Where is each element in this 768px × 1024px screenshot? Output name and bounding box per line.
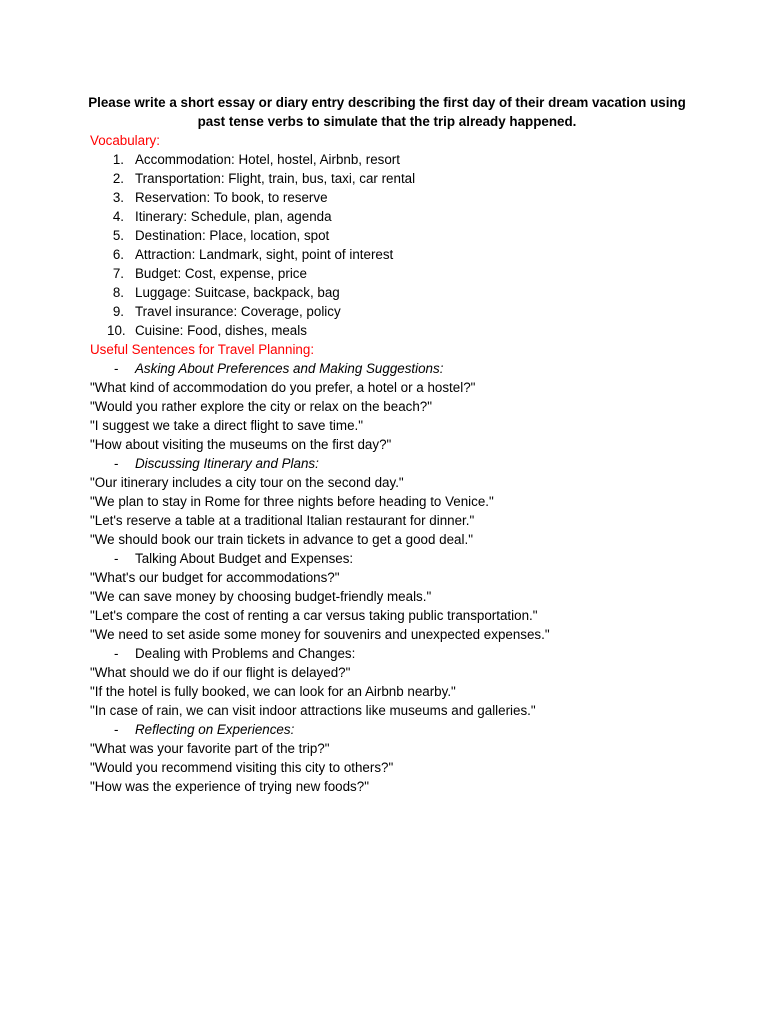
example-sentence: "What's our budget for accommodations?" xyxy=(90,570,340,585)
vocabulary-item xyxy=(90,245,690,264)
useful-sentences-heading: Useful Sentences for Travel Planning: xyxy=(90,342,315,357)
item-number: 5. xyxy=(112,228,124,243)
example-sentence: "In case of rain, we can visit indoor attractions like museums and galleries." xyxy=(90,703,536,718)
example-sentence: "Would you recommend visiting this city to others?" xyxy=(90,760,394,775)
item-text: Transportation: Flight, train, bus, taxi, car rental xyxy=(135,171,416,186)
example-sentence: "Our itinerary includes a city tour on the second day." xyxy=(90,475,404,490)
example-sentence: "How about visiting the museums on the first day?" xyxy=(90,437,392,452)
section-heading-preferences xyxy=(90,359,690,378)
section-title: Discussing Itinerary and Plans: xyxy=(135,456,319,471)
example-sentence: "What was your favorite part of the trip?" xyxy=(90,741,330,756)
item-number: 1. xyxy=(112,152,124,167)
dash-bullet: - xyxy=(114,456,119,471)
example-sentence: "Would you rather explore the city or relax on the beach?" xyxy=(90,399,432,414)
title-line-2: past tense verbs to simulate that the trip already happened. xyxy=(197,114,577,129)
dash-bullet: - xyxy=(114,551,119,566)
dash-bullet: - xyxy=(114,646,119,661)
section-heading-reflecting xyxy=(90,720,690,739)
vocabulary-heading: Vocabulary: xyxy=(90,133,160,148)
item-number: 10. xyxy=(107,323,126,338)
vocabulary-item xyxy=(90,283,690,302)
document-content xyxy=(90,93,690,796)
vocabulary-item xyxy=(90,207,690,226)
vocabulary-item xyxy=(90,188,690,207)
item-text: Reservation: To book, to reserve xyxy=(135,190,328,205)
section-heading-itinerary xyxy=(90,454,690,473)
item-text: Cuisine: Food, dishes, meals xyxy=(135,323,307,338)
vocabulary-item xyxy=(90,264,690,283)
item-text: Itinerary: Schedule, plan, agenda xyxy=(135,209,332,224)
vocabulary-item xyxy=(90,302,690,321)
item-number: 2. xyxy=(112,171,124,186)
section-heading-budget xyxy=(90,549,690,568)
example-sentence: "Let's compare the cost of renting a car versus taking public transportation." xyxy=(90,608,538,623)
vocabulary-list xyxy=(90,150,690,340)
title-line-1: Please write a short essay or diary entry describing the first day of their dream vacation using xyxy=(88,95,686,110)
vocabulary-item xyxy=(90,169,690,188)
section-heading-problems xyxy=(90,644,690,663)
item-text: Budget: Cost, expense, price xyxy=(135,266,307,281)
example-sentence: "Let's reserve a table at a traditional Italian restaurant for dinner." xyxy=(90,513,475,528)
example-sentence: "We should book our train tickets in advance to get a good deal." xyxy=(90,532,473,547)
item-text: Luggage: Suitcase, backpack, bag xyxy=(135,285,340,300)
example-sentence: "I suggest we take a direct flight to save time." xyxy=(90,418,363,433)
example-sentence: "What kind of accommodation do you prefer, a hotel or a hostel?" xyxy=(90,380,476,395)
section-title: Reflecting on Experiences: xyxy=(135,722,295,737)
vocabulary-item xyxy=(90,321,690,340)
item-number: 3. xyxy=(112,190,124,205)
vocabulary-item xyxy=(90,150,690,169)
example-sentence: "We need to set aside some money for souvenirs and unexpected expenses." xyxy=(90,627,550,642)
item-number: 7. xyxy=(112,266,124,281)
item-text: Accommodation: Hotel, hostel, Airbnb, resort xyxy=(135,152,400,167)
item-number: 6. xyxy=(112,247,124,262)
example-sentence: "What should we do if our flight is delayed?" xyxy=(90,665,351,680)
section-title: Talking About Budget and Expenses: xyxy=(135,551,354,566)
section-title: Asking About Preferences and Making Suggestions: xyxy=(135,361,444,376)
item-text: Destination: Place, location, spot xyxy=(135,228,330,243)
item-number: 4. xyxy=(112,209,124,224)
vocabulary-item xyxy=(90,226,690,245)
item-number: 8. xyxy=(112,285,124,300)
example-sentence: "We plan to stay in Rome for three nights before heading to Venice." xyxy=(90,494,494,509)
example-sentence: "How was the experience of trying new foods?" xyxy=(90,779,369,794)
item-text: Travel insurance: Coverage, policy xyxy=(135,304,341,319)
dash-bullet: - xyxy=(114,722,119,737)
item-text: Attraction: Landmark, sight, point of interest xyxy=(135,247,394,262)
item-number: 9. xyxy=(112,304,124,319)
dash-bullet: - xyxy=(114,361,119,376)
page-title xyxy=(82,93,692,131)
example-sentence: "We can save money by choosing budget-friendly meals." xyxy=(90,589,432,604)
section-title: Dealing with Problems and Changes: xyxy=(135,646,356,661)
example-sentence: "If the hotel is fully booked, we can look for an Airbnb nearby." xyxy=(90,684,456,699)
